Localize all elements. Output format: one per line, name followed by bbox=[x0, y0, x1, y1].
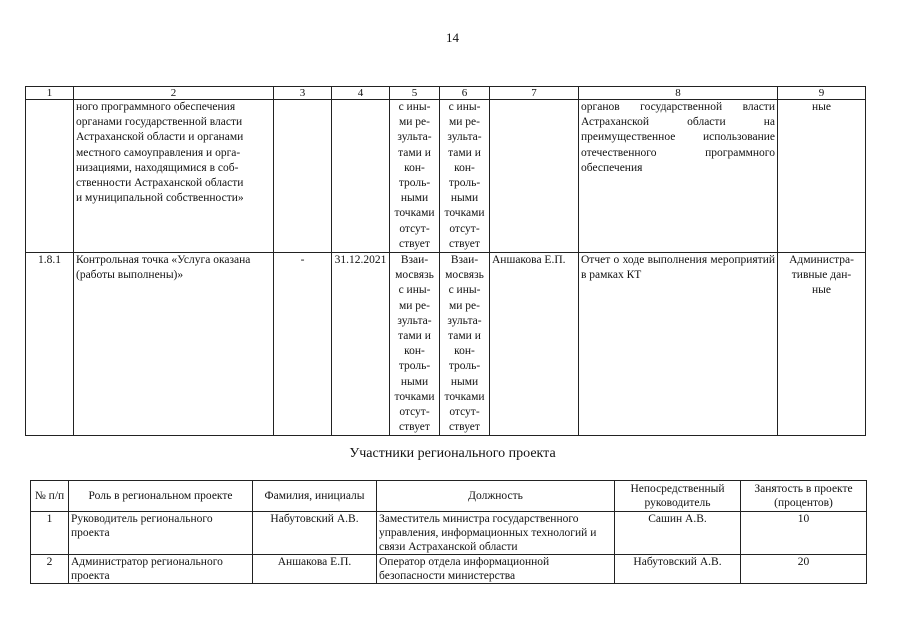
column-number: 5 bbox=[390, 87, 440, 100]
participant-position: Заместитель министра государственного управления, информационных технологий и связи Астраханской области bbox=[377, 512, 615, 555]
predecessor-relation: Взаи- мосвязь с ины- ми ре- зульта- тами и кон- троль- ными точками отсут- ствует bbox=[390, 253, 440, 436]
column-number: 8 bbox=[579, 87, 778, 100]
end-date: 31.12.2021 bbox=[332, 253, 390, 436]
column-number: 9 bbox=[778, 87, 866, 100]
predecessor-relation: с ины- ми ре- зульта- тами и кон- троль- ными точками отсут- ствует bbox=[390, 100, 440, 253]
successor-relation: Взаи- мосвязь с ины- ми ре- зульта- тами и кон- троль- ными точками отсут- ствует bbox=[440, 253, 490, 436]
participant-role: Администратор регионального проекта bbox=[69, 555, 253, 584]
item-number: 1.8.1 bbox=[26, 253, 74, 436]
header-manager: Непосредственный руководитель bbox=[615, 481, 741, 512]
header-name: Фамилия, инициалы bbox=[253, 481, 377, 512]
column-number: 7 bbox=[490, 87, 579, 100]
column-number: 2 bbox=[74, 87, 274, 100]
item-name: ного программного обеспечения органами государственной власти Астраханской области и органами местного самоуправления и орга- низациями, находящимися в соб- ственности Астраханской области и муниципальной собственности» bbox=[74, 100, 274, 253]
column-number-row bbox=[26, 87, 866, 100]
result-description: органов государственной власти Астраханской области на преимущественное использование отечественного программного обеспечения bbox=[579, 100, 778, 253]
section-title: Участники регионального проекта bbox=[349, 446, 556, 461]
responsible bbox=[490, 100, 579, 253]
header-employment: Занятость в проекте (процентов) bbox=[741, 481, 867, 512]
header-role: Роль в региональном проекте bbox=[69, 481, 253, 512]
participant-name: Аншакова Е.П. bbox=[253, 555, 377, 584]
participants-table bbox=[30, 480, 867, 584]
participant-name: Набутовский А.В. bbox=[253, 512, 377, 555]
successor-relation: с ины- ми ре- зульта- тами и кон- троль- ными точками отсут- ствует bbox=[440, 100, 490, 253]
column-number: 1 bbox=[26, 87, 74, 100]
start-date bbox=[274, 100, 332, 253]
participant-manager: Сашин А.В. bbox=[615, 512, 741, 555]
result-description: Отчет о ходе выполнения мероприятий в рамках КТ bbox=[579, 253, 778, 436]
participant-position: Оператор отдела информационной безопасности министерства bbox=[377, 555, 615, 584]
start-date: - bbox=[274, 253, 332, 436]
header-number: № п/п bbox=[31, 481, 69, 512]
participant-role: Руководитель регионального проекта bbox=[69, 512, 253, 555]
plan-table bbox=[25, 86, 866, 436]
item-number bbox=[26, 100, 74, 253]
item-name: Контрольная точка «Услуга оказана (работы выполнены)» bbox=[74, 253, 274, 436]
control-level: ные bbox=[778, 100, 866, 253]
header-position: Должность bbox=[377, 481, 615, 512]
table-row bbox=[31, 555, 867, 584]
table-row bbox=[26, 253, 866, 436]
participant-manager: Набутовский А.В. bbox=[615, 555, 741, 584]
end-date bbox=[332, 100, 390, 253]
page-number: 14 bbox=[446, 30, 459, 45]
column-number: 4 bbox=[332, 87, 390, 100]
control-level: Администра- тивные дан- ные bbox=[778, 253, 866, 436]
participant-employment: 20 bbox=[741, 555, 867, 584]
participant-employment: 10 bbox=[741, 512, 867, 555]
responsible: Аншакова Е.П. bbox=[490, 253, 579, 436]
column-number: 6 bbox=[440, 87, 490, 100]
table-row bbox=[31, 512, 867, 555]
table-row bbox=[26, 100, 866, 253]
participant-number: 2 bbox=[31, 555, 69, 584]
column-number: 3 bbox=[274, 87, 332, 100]
participant-number: 1 bbox=[31, 512, 69, 555]
participants-header-row bbox=[31, 481, 867, 512]
